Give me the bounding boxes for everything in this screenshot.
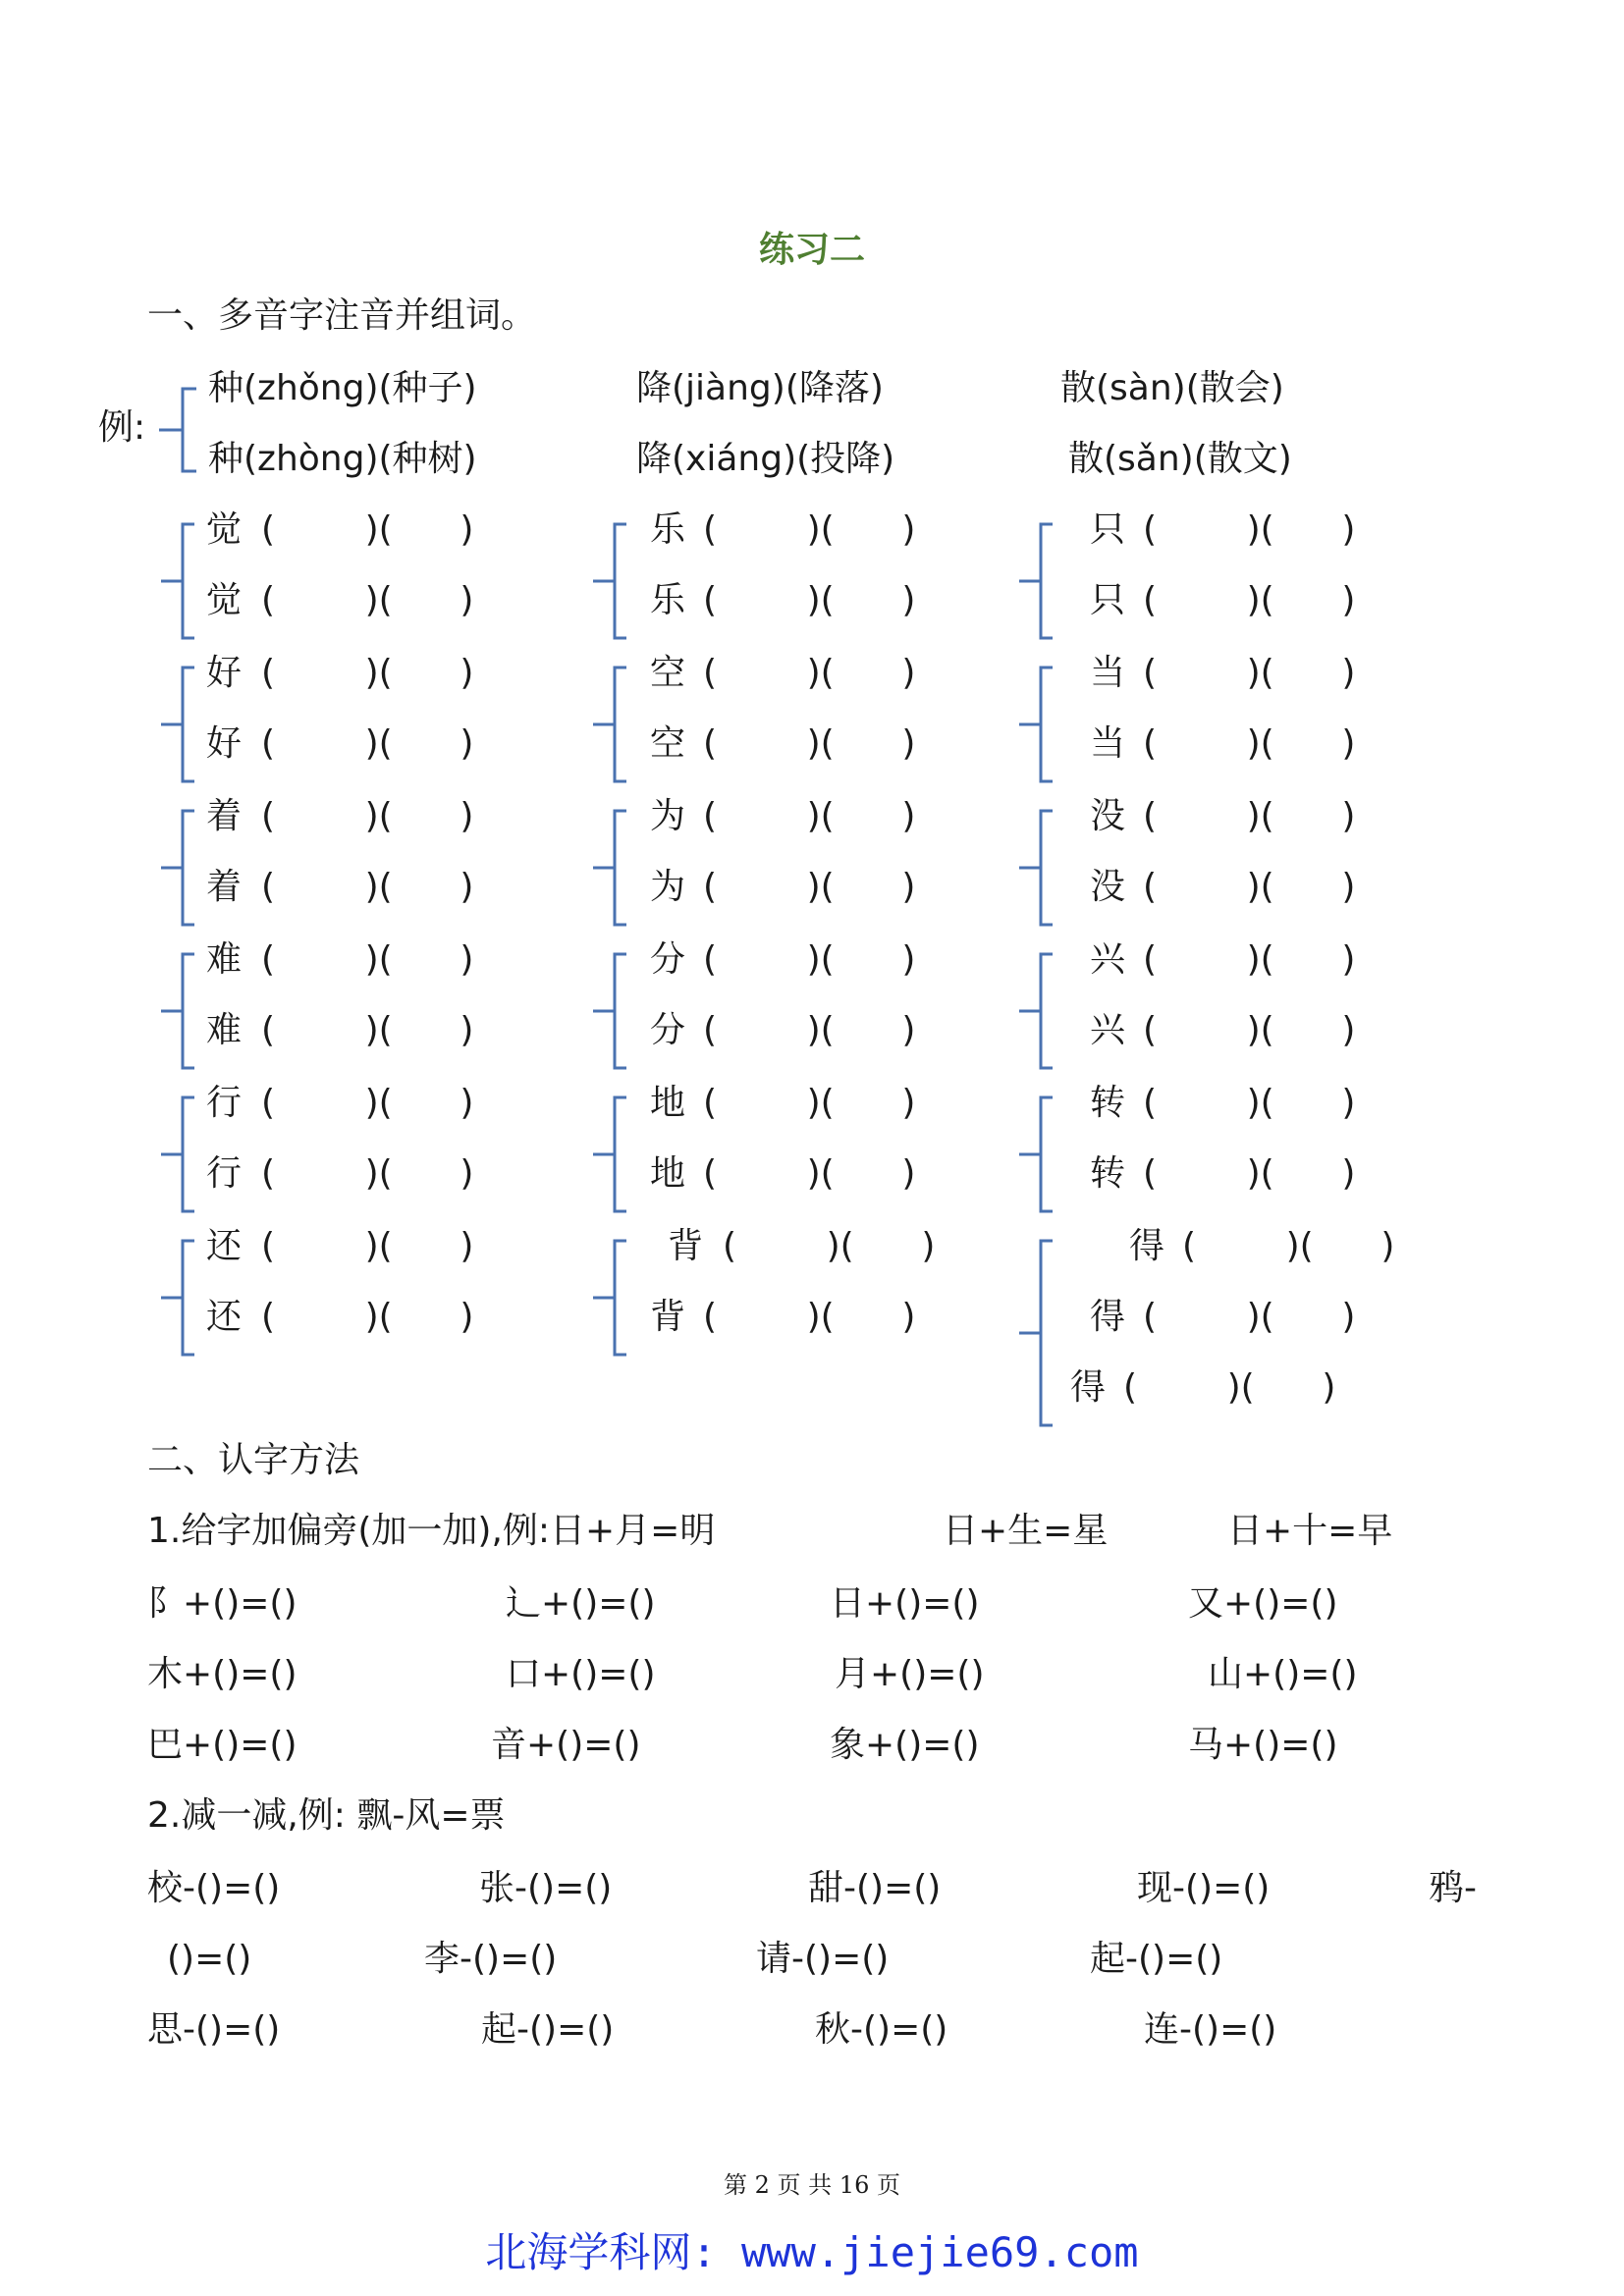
answer-blank[interactable]: ( )( ) xyxy=(261,1153,474,1194)
bracket-icon xyxy=(157,1094,200,1215)
polyphone-char: 转 xyxy=(1090,1083,1126,1123)
add-exercise[interactable]: 辶+()=() xyxy=(506,1583,656,1624)
polyphone-char: 还 xyxy=(206,1226,243,1266)
add-exercise[interactable]: 音+()=() xyxy=(491,1725,641,1765)
bracket-icon xyxy=(589,1237,632,1359)
answer-blank[interactable]: ( )( ) xyxy=(261,1297,474,1337)
polyphone-char: 背 xyxy=(650,1297,686,1337)
answer-blank[interactable]: ( )( ) xyxy=(703,1010,916,1050)
polyphone-char: 兴 xyxy=(1090,1010,1126,1050)
polyphone-char: 得 xyxy=(1090,1297,1126,1337)
polyphone-char: 转 xyxy=(1090,1153,1126,1194)
answer-blank[interactable]: ( )( ) xyxy=(1143,509,1356,550)
example-label: 例: xyxy=(98,407,146,448)
example-item: 散(sàn)(散会) xyxy=(1060,368,1284,408)
section2-heading: 二、认字方法 xyxy=(147,1440,360,1480)
answer-blank[interactable]: ( )( ) xyxy=(703,1297,916,1337)
answer-blank[interactable]: ( )( ) xyxy=(703,867,916,907)
example-item: 散(sǎn)(散文) xyxy=(1068,439,1292,479)
bracket-icon xyxy=(1015,950,1058,1072)
polyphone-char: 没 xyxy=(1090,867,1126,907)
polyphone-char: 为 xyxy=(650,867,686,907)
bracket-icon xyxy=(157,950,200,1072)
example-item: 降(jiàng)(降落) xyxy=(636,368,884,408)
answer-blank[interactable]: ( )( ) xyxy=(703,723,916,764)
answer-blank[interactable]: ( )( ) xyxy=(1143,580,1356,620)
answer-blank[interactable]: ( )( ) xyxy=(703,1153,916,1194)
page-title: 练习二 xyxy=(758,230,865,270)
bracket-icon xyxy=(157,807,200,929)
polyphone-char: 行 xyxy=(206,1153,243,1194)
bracket-icon xyxy=(1015,520,1058,642)
answer-blank[interactable]: ( )( ) xyxy=(1123,1367,1336,1408)
add-method-example: 日+生=星 xyxy=(943,1511,1109,1551)
answer-blank[interactable]: ( )( ) xyxy=(261,580,474,620)
answer-blank[interactable]: ( )( ) xyxy=(261,723,474,764)
subtract-exercise[interactable]: 张-()=() xyxy=(479,1868,613,1908)
bracket-icon xyxy=(589,664,632,785)
answer-blank[interactable]: ( )( ) xyxy=(703,796,916,836)
polyphone-char: 觉 xyxy=(206,580,243,620)
polyphone-char: 难 xyxy=(206,1010,243,1050)
add-exercise[interactable]: 口+()=() xyxy=(506,1654,656,1694)
answer-blank[interactable]: ( )( ) xyxy=(1143,1083,1356,1123)
bracket-icon xyxy=(589,520,632,642)
subtract-exercise[interactable]: 思-()=() xyxy=(147,2009,281,2050)
bracket-icon xyxy=(1015,807,1058,929)
polyphone-char: 只 xyxy=(1090,509,1126,550)
bracket-icon xyxy=(1015,1094,1058,1215)
subtract-exercise[interactable]: 甜-()=() xyxy=(808,1868,942,1908)
answer-blank[interactable]: ( )( ) xyxy=(261,1083,474,1123)
bracket-icon xyxy=(589,807,632,929)
polyphone-char: 空 xyxy=(650,653,686,693)
subtract-exercise[interactable]: 李-()=() xyxy=(424,1939,558,1979)
answer-blank[interactable]: ( )( ) xyxy=(703,1083,916,1123)
subtract-exercise[interactable]: 请-()=() xyxy=(756,1939,890,1979)
answer-blank[interactable]: ( )( ) xyxy=(261,653,474,693)
example-item: 种(zhòng)(种树) xyxy=(208,439,477,479)
page-number: 第 2 页 共 16 页 xyxy=(724,2171,900,2199)
add-exercise[interactable]: 又+()=() xyxy=(1188,1583,1338,1624)
polyphone-char: 当 xyxy=(1090,653,1126,693)
bracket-icon xyxy=(157,520,200,642)
add-method-intro: 1.给字加偏旁(加一加),例:日+月=明 xyxy=(147,1511,716,1551)
polyphone-char: 只 xyxy=(1090,580,1126,620)
subtract-exercise[interactable]: 起-()=() xyxy=(1090,1939,1223,1979)
subtract-exercise[interactable]: ()=() xyxy=(167,1939,252,1979)
subtract-exercise[interactable]: 鸦- xyxy=(1429,1868,1477,1908)
answer-blank[interactable]: ( )( ) xyxy=(261,867,474,907)
add-exercise[interactable]: 阝+()=() xyxy=(147,1583,298,1624)
add-exercise[interactable]: 日+()=() xyxy=(830,1583,980,1624)
subtract-exercise[interactable]: 秋-()=() xyxy=(815,2009,948,2050)
bracket-icon xyxy=(1015,1237,1058,1429)
polyphone-char: 乐 xyxy=(650,580,686,620)
answer-blank[interactable]: ( )( ) xyxy=(1182,1226,1395,1266)
example-bracket-icon xyxy=(157,385,202,477)
add-exercise[interactable]: 木+()=() xyxy=(147,1654,298,1694)
polyphone-char: 为 xyxy=(650,796,686,836)
add-exercise[interactable]: 山+()=() xyxy=(1208,1654,1358,1694)
add-exercise[interactable]: 巴+()=() xyxy=(147,1725,298,1765)
polyphone-char: 地 xyxy=(650,1083,686,1123)
polyphone-char: 难 xyxy=(206,939,243,980)
polyphone-char: 没 xyxy=(1090,796,1126,836)
bracket-icon xyxy=(589,950,632,1072)
answer-blank[interactable]: ( )( ) xyxy=(1143,653,1356,693)
answer-blank[interactable]: ( )( ) xyxy=(1143,939,1356,980)
example-item: 降(xiáng)(投降) xyxy=(636,439,895,479)
bracket-icon xyxy=(157,1237,200,1359)
polyphone-char: 乐 xyxy=(650,509,686,550)
answer-blank[interactable]: ( )( ) xyxy=(703,509,916,550)
polyphone-char: 分 xyxy=(650,939,686,980)
add-method-example: 日+十=早 xyxy=(1227,1511,1393,1551)
answer-blank[interactable]: ( )( ) xyxy=(703,939,916,980)
bracket-icon xyxy=(1015,664,1058,785)
polyphone-char: 兴 xyxy=(1090,939,1126,980)
bracket-icon xyxy=(589,1094,632,1215)
polyphone-char: 还 xyxy=(206,1297,243,1337)
section1-heading: 一、多音字注音并组词。 xyxy=(147,295,537,336)
add-exercise[interactable]: 象+()=() xyxy=(830,1725,980,1765)
polyphone-char: 好 xyxy=(206,723,243,764)
answer-blank[interactable]: ( )( ) xyxy=(1143,1297,1356,1337)
polyphone-char: 当 xyxy=(1090,723,1126,764)
answer-blank[interactable]: ( )( ) xyxy=(261,939,474,980)
answer-blank[interactable]: ( )( ) xyxy=(261,509,474,550)
answer-blank[interactable]: ( )( ) xyxy=(703,580,916,620)
answer-blank[interactable]: ( )( ) xyxy=(261,796,474,836)
polyphone-char: 着 xyxy=(206,867,243,907)
answer-blank[interactable]: ( )( ) xyxy=(703,653,916,693)
site-watermark[interactable]: 北海学科网: www.jiejie69.com xyxy=(485,2228,1139,2276)
bracket-icon xyxy=(157,664,200,785)
answer-blank[interactable]: ( )( ) xyxy=(1143,796,1356,836)
subtract-exercise[interactable]: 校-()=() xyxy=(147,1868,281,1908)
answer-blank[interactable]: ( )( ) xyxy=(261,1010,474,1050)
answer-blank[interactable]: ( )( ) xyxy=(1143,1010,1356,1050)
example-item: 种(zhǒng)(种子) xyxy=(208,368,477,408)
polyphone-char: 得 xyxy=(1129,1226,1165,1266)
answer-blank[interactable]: ( )( ) xyxy=(1143,723,1356,764)
subtract-method-intro: 2.减一减,例: 飘-风=票 xyxy=(147,1795,506,1836)
polyphone-char: 好 xyxy=(206,653,243,693)
polyphone-char: 地 xyxy=(650,1153,686,1194)
polyphone-char: 分 xyxy=(650,1010,686,1050)
add-exercise[interactable]: 马+()=() xyxy=(1188,1725,1338,1765)
polyphone-char: 得 xyxy=(1070,1367,1107,1408)
polyphone-char: 觉 xyxy=(206,509,243,550)
polyphone-char: 背 xyxy=(668,1226,704,1266)
polyphone-char: 行 xyxy=(206,1083,243,1123)
subtract-exercise[interactable]: 起-()=() xyxy=(481,2009,615,2050)
answer-blank[interactable]: ( )( ) xyxy=(261,1226,474,1266)
subtract-exercise[interactable]: 连-()=() xyxy=(1144,2009,1277,2050)
polyphone-char: 着 xyxy=(206,796,243,836)
add-exercise[interactable]: 月+()=() xyxy=(835,1654,985,1694)
subtract-exercise[interactable]: 现-()=() xyxy=(1137,1868,1271,1908)
answer-blank[interactable]: ( )( ) xyxy=(723,1226,936,1266)
polyphone-char: 空 xyxy=(650,723,686,764)
answer-blank[interactable]: ( )( ) xyxy=(1143,1153,1356,1194)
answer-blank[interactable]: ( )( ) xyxy=(1143,867,1356,907)
